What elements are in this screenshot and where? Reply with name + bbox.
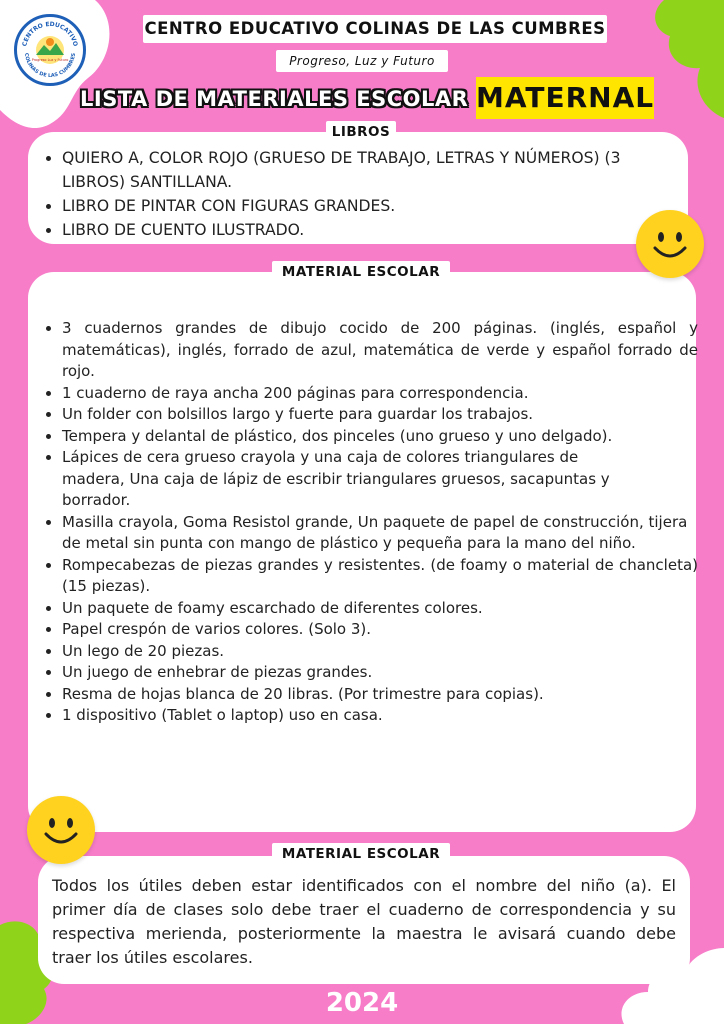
list-item: • QUIERO A, COLOR ROJO (GRUESO DE TRABAJO, LETRAS Y NÚMEROS) (3 LIBROS) SANTILLANA. xyxy=(62,146,662,194)
smiley-face-icon xyxy=(27,796,95,864)
list-item: • Rompecabezas de piezas grandes y resistentes. (de foamy o material de chancleta) (15 piezas). xyxy=(62,555,698,598)
logo-ring-bottom: COLINAS DE LAS CUMBRES xyxy=(22,52,78,80)
page-title: LISTA DE MATERIALES ESCOLAR xyxy=(80,87,469,111)
logo-ring-top: CENTRO EDUCATIVO xyxy=(21,20,79,48)
footer-year: 2024 xyxy=(325,988,399,1018)
list-item: • LIBRO DE PINTAR CON FIGURAS GRANDES. xyxy=(62,194,662,218)
list-item: • 1 cuaderno de raya ancha 200 páginas para correspondencia. xyxy=(62,383,698,405)
school-logo xyxy=(14,14,86,86)
list-item: • Un paquete de foamy escarchado de diferentes colores. xyxy=(62,598,698,620)
notes-section-label: MATERIAL ESCOLAR xyxy=(272,843,450,865)
logo-emblem-icon xyxy=(17,17,83,83)
list-item: • Papel crespón de varios colores. (Solo 3). xyxy=(62,619,698,641)
list-item: • Lápices de cera grueso crayola y una caja de colores triangulares de madera, Una caja de lápiz de escribir triangulares gruesos, sacapuntas y borrador. xyxy=(62,447,698,512)
libros-card xyxy=(28,132,688,244)
list-item: • Un juego de enhebrar de piezas grandes. xyxy=(62,662,698,684)
notes-card xyxy=(38,856,690,984)
logo-inner-text: Progreso Luz y Futuro xyxy=(31,58,69,62)
list-item: • Un lego de 20 piezas. xyxy=(62,641,698,663)
school-motto: Progreso, Luz y Futuro xyxy=(276,50,448,72)
material-section-label: MATERIAL ESCOLAR xyxy=(272,261,450,283)
list-item: • 1 dispositivo (Tablet o laptop) uso en casa. xyxy=(62,705,698,727)
libros-section-label: LIBROS xyxy=(326,121,396,143)
material-list xyxy=(38,318,698,727)
list-item: • Un folder con bolsillos largo y fuerte para guardar los trabajos. xyxy=(62,404,698,426)
list-item: • Masilla crayola, Goma Resistol grande, Un paquete de papel de construcción, tijera de metal sin punta con mango de plástico y pequeña para la mano del niño. xyxy=(62,512,698,555)
notes-text: Todos los útiles deben estar identificados con el nombre del niño (a). El primer día de clases solo debe traer el cuaderno de correspondencia y su respectiva merienda, posteriormente la maestra le avisará cuando debe traer los útiles escolares. xyxy=(52,876,676,967)
level-badge: MATERNAL xyxy=(476,77,654,119)
school-name: CENTRO EDUCATIVO COLINAS DE LAS CUMBRES xyxy=(143,15,607,43)
material-card xyxy=(28,272,696,832)
list-item: • 3 cuadernos grandes de dibujo cocido de 200 páginas. (inglés, español y matemáticas), inglés, forrado de azul, matemática de verde y español forrado de rojo. xyxy=(62,318,698,383)
list-item: • Tempera y delantal de plástico, dos pinceles (uno grueso y uno delgado). xyxy=(62,426,698,448)
list-item: • LIBRO DE CUENTO ILUSTRADO. xyxy=(62,218,662,242)
libros-list xyxy=(38,146,662,242)
list-item: • Resma de hojas blanca de 20 libras. (Por trimestre para copias). xyxy=(62,684,698,706)
smiley-face-icon xyxy=(636,210,704,278)
